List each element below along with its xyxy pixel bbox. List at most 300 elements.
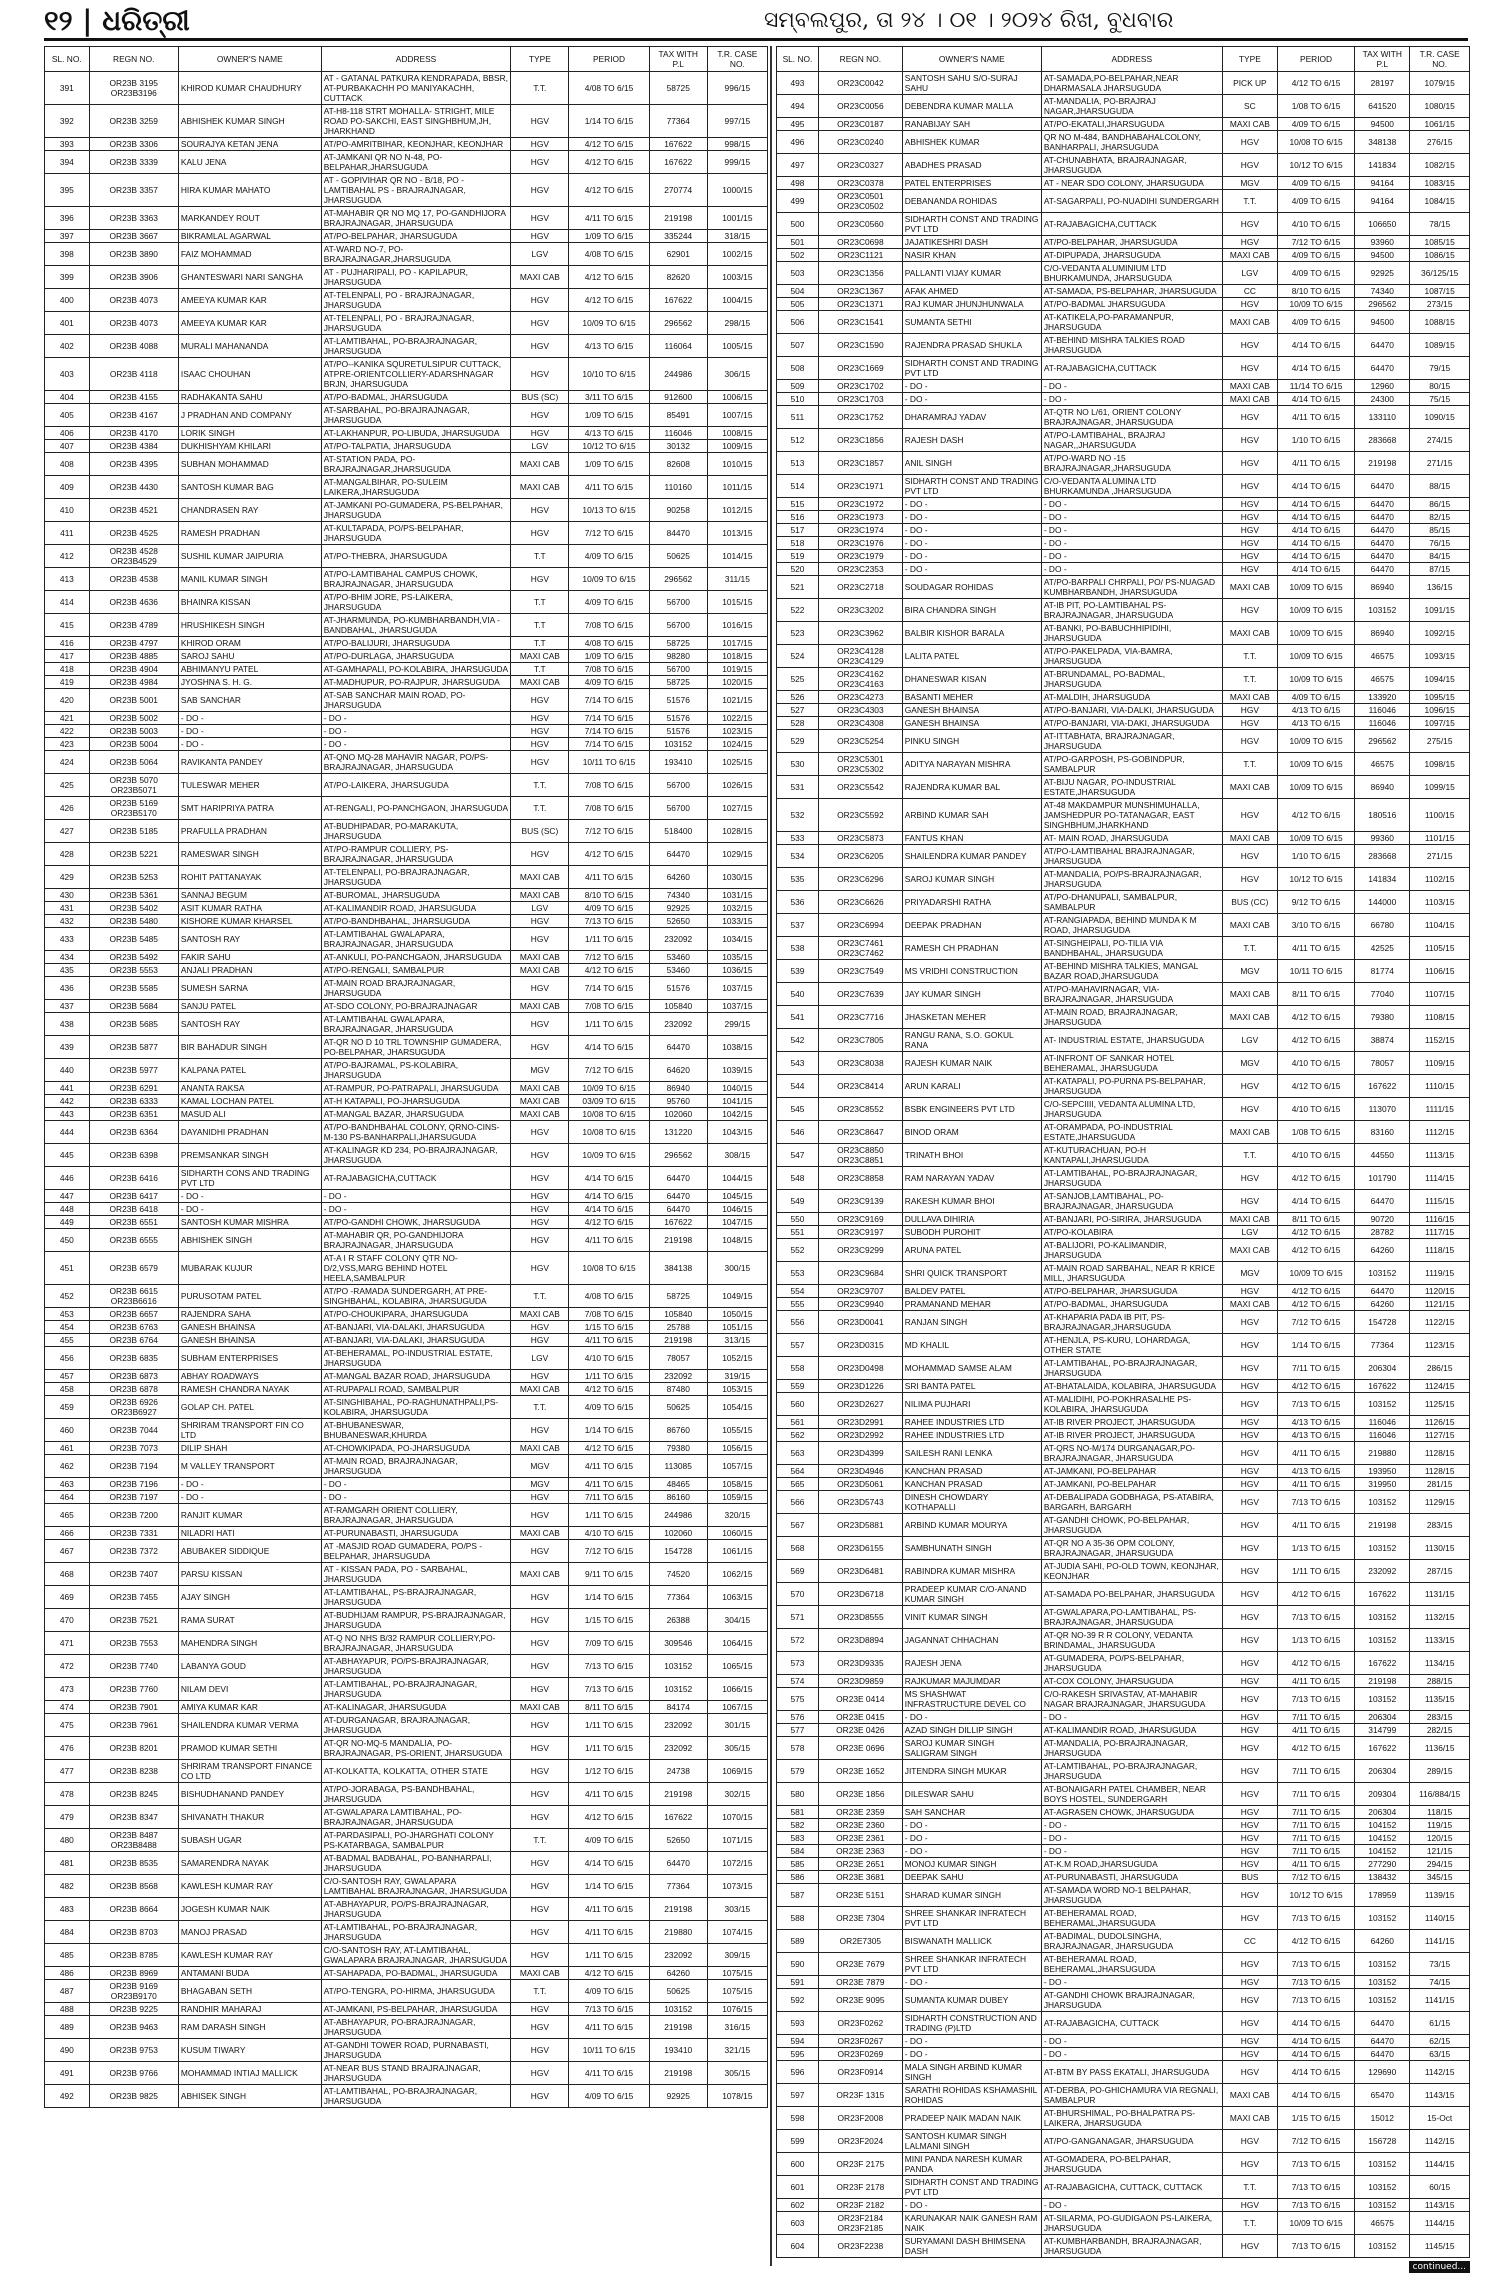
- owner-name-cell: KARUNAKAR NAIK GANESH RAM NAIK: [902, 2212, 1041, 2235]
- regn-no-cell: OR23C1974: [818, 524, 902, 537]
- period-cell: 1/11 TO 6/15: [569, 1714, 649, 1737]
- tax-cell: 219880: [649, 1921, 707, 1944]
- type-cell: HGV: [511, 1737, 569, 1760]
- address-cell: AT/PO-BANDHBAHAL, JHARSUGUDA: [321, 915, 511, 928]
- owner-name-cell: ANTAMANI BUDA: [178, 1967, 321, 1980]
- tax-cell: 25788: [649, 1321, 707, 1334]
- sl-no-cell: 531: [777, 776, 819, 799]
- regn-no-cell: OR23B 6579: [89, 1252, 178, 1285]
- tax-cell: 232092: [649, 1013, 707, 1036]
- tax-cell: 103152: [1355, 1989, 1410, 2012]
- address-cell: AT/PO-BANJARI, VIA-DALKI, JHARSUGUDA: [1041, 704, 1222, 717]
- address-cell: - DO -: [1041, 563, 1222, 576]
- tax-cell: 103152: [1355, 1688, 1410, 1711]
- address-cell: QR NO M-484, BANDHABAHALCOLONY, BANHARPALI, JHARSUGUDA: [1041, 131, 1222, 154]
- address-cell: AT-SAB SANCHAR MAIN ROAD, PO-JHARSUGUDA: [321, 689, 511, 712]
- owner-name-cell: AJAY SINGH: [178, 1586, 321, 1609]
- sl-no-cell: 522: [777, 599, 819, 622]
- address-cell: AT-DERBA, PO-GHICHAMURA VIA REGNALI, SAMBALPUR: [1041, 2084, 1222, 2107]
- table-row: [45, 335, 768, 358]
- type-cell: T.T.: [1222, 2212, 1277, 2235]
- tax-cell: 78057: [1355, 1052, 1410, 1075]
- address-cell: AT-SAMADA WORD NO-1 BELPAHAR, JHARSUGUDA: [1041, 1884, 1222, 1907]
- owner-name-cell: SAH SANCHAR: [902, 1806, 1041, 1819]
- sl-no-cell: 564: [777, 1465, 819, 1478]
- regn-no-cell: OR23B 6418: [89, 1203, 178, 1216]
- tax-cell: 319950: [1355, 1478, 1410, 1491]
- owner-name-cell: RANJIT KUMAR: [178, 1504, 321, 1527]
- tax-cell: 219198: [649, 2062, 707, 2085]
- table-row: [45, 404, 768, 427]
- regn-no-cell: OR23E 0414: [818, 1688, 902, 1711]
- regn-no-cell: OR23F0267: [818, 2035, 902, 2048]
- regn-no-cell: OR23D2627: [818, 1393, 902, 1416]
- table-row: [45, 1609, 768, 1632]
- period-cell: 4/14 TO 6/15: [1277, 334, 1354, 357]
- case-no-cell: 998/15: [707, 138, 767, 151]
- table-row: [45, 1396, 768, 1419]
- period-cell: 10/09 TO 6/15: [1277, 753, 1354, 776]
- case-no-cell: 1152/15: [1410, 1029, 1470, 1052]
- case-no-cell: 1037/15: [707, 977, 767, 1000]
- period-cell: 7/12 TO 6/15: [569, 820, 649, 843]
- regn-no-cell: OR23F2238: [818, 2235, 902, 2258]
- owner-name-cell: RAJESH KUMAR NAIK: [902, 1052, 1041, 1075]
- type-cell: HGV: [1222, 1711, 1277, 1724]
- table-row: [45, 1059, 768, 1082]
- type-cell: MGV: [1222, 177, 1277, 190]
- table-row: [777, 914, 1470, 937]
- type-cell: HGV: [1222, 799, 1277, 832]
- address-cell: AT-RENGALI, PO-PANCHGAON, JHARSUGUDA: [321, 797, 511, 820]
- address-cell: AT-KALINAGAR, JHARSUGUDA: [321, 1701, 511, 1714]
- tax-cell: 58725: [649, 637, 707, 650]
- address-cell: AT-LAMTIBAHAL, PO-BRAJRAJNAGAR, JHARSUGUDA: [1041, 1357, 1222, 1380]
- tax-cell: 384138: [649, 1252, 707, 1285]
- table-row: [777, 262, 1470, 285]
- table-row: [45, 312, 768, 335]
- table-row: [45, 1760, 768, 1783]
- tax-cell: 167622: [1355, 1380, 1410, 1393]
- address-cell: AT-BADMAL BADBAHAL, PO-BANHARPALI, JHARSUGUDA: [321, 1852, 511, 1875]
- period-cell: 1/15 TO 6/15: [569, 1609, 649, 1632]
- period-cell: 10/12 TO 6/15: [1277, 868, 1354, 891]
- address-cell: AT-QRS NO-M/174 DURGANAGAR,PO-BRAJRAJNAGAR, JHARSUGUDA: [1041, 1442, 1222, 1465]
- sl-no-cell: 453: [45, 1308, 90, 1321]
- case-no-cell: 1053/15: [707, 1383, 767, 1396]
- regn-no-cell: OR23B 4073: [89, 289, 178, 312]
- period-cell: 4/11 TO 6/15: [569, 1229, 649, 1252]
- period-cell: 7/08 TO 6/15: [569, 614, 649, 637]
- address-cell: AT-STATION PADA, PO-BRAJRAJNAGAR,JHARSUGUDA: [321, 453, 511, 476]
- case-no-cell: 271/15: [1410, 452, 1470, 475]
- case-no-cell: 1097/15: [1410, 717, 1470, 730]
- address-cell: AT-HENJLA, PS-KURU, LOHARDAGA, OTHER STATE: [1041, 1334, 1222, 1357]
- case-no-cell: 1088/15: [1410, 311, 1470, 334]
- regn-no-cell: OR23D6718: [818, 1583, 902, 1606]
- table-row: [777, 498, 1470, 511]
- period-cell: 4/12 TO 6/15: [569, 266, 649, 289]
- period-cell: 4/09 TO 6/15: [1277, 311, 1354, 334]
- table-row: [45, 1442, 768, 1455]
- table-row: [45, 1737, 768, 1760]
- address-cell: AT-SARBAHAL, PO-BRAJRAJNAGAR, JHARSUGUDA: [321, 404, 511, 427]
- type-cell: T.T.: [511, 774, 569, 797]
- case-no-cell: 15-Oct: [1410, 2107, 1470, 2130]
- tax-cell: 232092: [649, 1737, 707, 1760]
- type-cell: HGV: [1222, 1688, 1277, 1711]
- case-no-cell: 1076/15: [707, 2003, 767, 2016]
- case-no-cell: 1047/15: [707, 1216, 767, 1229]
- sl-no-cell: 407: [45, 440, 90, 453]
- regn-no-cell: OR23B 6416: [89, 1167, 178, 1190]
- table-row: [45, 866, 768, 889]
- case-no-cell: 1082/15: [1410, 154, 1470, 177]
- owner-name-cell: PATEL ENTERPRISES: [902, 177, 1041, 190]
- table-row: [45, 1829, 768, 1852]
- regn-no-cell: OR23B 6351: [89, 1108, 178, 1121]
- sl-no-cell: 592: [777, 1989, 819, 2012]
- sl-no-cell: 578: [777, 1737, 819, 1760]
- sl-no-cell: 469: [45, 1586, 90, 1609]
- address-cell: AT -MASJID ROAD GUMADERA, PO/PS -BELPAHAR, JHARSUGUDA: [321, 1540, 511, 1563]
- table-row: [777, 537, 1470, 550]
- owner-name-cell: PRAMANAND MEHAR: [902, 1298, 1041, 1311]
- tax-cell: 103152: [1355, 1907, 1410, 1930]
- table-row: [777, 1334, 1470, 1357]
- owner-name-cell: RAMESWAR SINGH: [178, 843, 321, 866]
- table-row: [45, 440, 768, 453]
- case-no-cell: 320/15: [707, 1504, 767, 1527]
- table-row: [777, 249, 1470, 262]
- owner-name-cell: MONOJ KUMAR SINGH: [902, 1858, 1041, 1871]
- address-cell: AT/PO-THEBRA, JHARSUGUDA: [321, 545, 511, 568]
- regn-no-cell: OR23B 7196: [89, 1478, 178, 1491]
- sl-no-cell: 452: [45, 1285, 90, 1308]
- period-cell: 7/13 TO 6/15: [1277, 1491, 1354, 1514]
- table-row: [777, 753, 1470, 776]
- column-header-case-no: T.R. CASE NO.: [707, 47, 767, 72]
- sl-no-cell: 425: [45, 774, 90, 797]
- type-cell: HGV: [511, 1586, 569, 1609]
- owner-name-cell: SHRI QUICK TRANSPORT: [902, 1262, 1041, 1285]
- regn-no-cell: OR23C9299: [818, 1239, 902, 1262]
- case-no-cell: 1026/15: [707, 774, 767, 797]
- owner-name-cell: SUBODH PUROHIT: [902, 1226, 1041, 1239]
- case-no-cell: 1061/15: [1410, 118, 1470, 131]
- table-row: [45, 1216, 768, 1229]
- tax-cell: 64470: [649, 1203, 707, 1216]
- table-row: [777, 1537, 1470, 1560]
- type-cell: LGV: [511, 1347, 569, 1370]
- type-cell: HGV: [511, 1144, 569, 1167]
- sl-no-cell: 497: [777, 154, 819, 177]
- table-row: [45, 1190, 768, 1203]
- tax-cell: 64470: [649, 843, 707, 866]
- regn-no-cell: OR23B 7760: [89, 1678, 178, 1701]
- type-cell: HGV: [511, 2003, 569, 2016]
- type-cell: HGV: [511, 312, 569, 335]
- owner-name-cell: SOUDAGAR ROHIDAS: [902, 576, 1041, 599]
- case-no-cell: 1009/15: [707, 440, 767, 453]
- tax-cell: 94164: [1355, 177, 1410, 190]
- table-row: [777, 576, 1470, 599]
- owner-name-cell: BSBK ENGINEERS PVT LTD: [902, 1098, 1041, 1121]
- type-cell: HGV: [1222, 1953, 1277, 1976]
- type-cell: HGV: [1222, 1442, 1277, 1465]
- case-no-cell: 288/15: [1410, 1675, 1470, 1688]
- sl-no-cell: 487: [45, 1980, 90, 2003]
- tax-cell: 56700: [649, 663, 707, 676]
- owner-name-cell: SIDHARTH CONST AND TRADING PVT LTD: [902, 475, 1041, 498]
- address-cell: AT-A I R STAFF COLONY QTR NO-D/2,VSS,MARG BEHIND HOTEL HEELA,SAMBALPUR: [321, 1252, 511, 1285]
- address-cell: C/O-RAKESH SRIVASTAV, AT-MAHABIR NAGAR BRAJRAJNAGAR, JHARSUGUDA: [1041, 1688, 1222, 1711]
- type-cell: T.T: [511, 591, 569, 614]
- type-cell: MAXI CAB: [1222, 622, 1277, 645]
- sl-no-cell: 398: [45, 243, 90, 266]
- sl-no-cell: 488: [45, 2003, 90, 2016]
- owner-name-cell: KAWLESH KUMAR RAY: [178, 1944, 321, 1967]
- sl-no-cell: 510: [777, 393, 819, 406]
- regn-no-cell: OR23B 9825: [89, 2085, 178, 2108]
- period-cell: 4/11 TO 6/15: [1277, 1514, 1354, 1537]
- owner-name-cell: RANABIJAY SAH: [902, 118, 1041, 131]
- type-cell: T.T.: [1222, 668, 1277, 691]
- type-cell: HGV: [511, 1655, 569, 1678]
- type-cell: HGV: [511, 1806, 569, 1829]
- type-cell: HGV: [1222, 1832, 1277, 1845]
- regn-no-cell: OR23B 6763: [89, 1321, 178, 1334]
- tax-cell: 86940: [1355, 622, 1410, 645]
- case-no-cell: 1107/15: [1410, 983, 1470, 1006]
- table-row: [777, 2107, 1470, 2130]
- address-cell: AT-BEHERAMAL ROAD, BEHERAMAL,JHARSUGUDA: [1041, 1907, 1222, 1930]
- owner-name-cell: PRAMOD KUMAR SETHI: [178, 1737, 321, 1760]
- owner-name-cell: ROHIT PATTANAYAK: [178, 866, 321, 889]
- sl-no-cell: 491: [45, 2062, 90, 2085]
- regn-no-cell: OR23B 8245: [89, 1783, 178, 1806]
- table-row: [777, 2130, 1470, 2153]
- owner-name-cell: RADHAKANTA SAHU: [178, 391, 321, 404]
- type-cell: HGV: [1222, 357, 1277, 380]
- period-cell: 4/10 TO 6/15: [1277, 213, 1354, 236]
- case-no-cell: 60/15: [1410, 2176, 1470, 2199]
- address-cell: AT-LAMTIBAHAL, PO-BRAJRAJNAGAR, JHARSUGUDA: [321, 335, 511, 358]
- sl-no-cell: 585: [777, 1858, 819, 1871]
- case-no-cell: 1043/15: [707, 1121, 767, 1144]
- owner-name-cell: - DO -: [902, 2048, 1041, 2061]
- regn-no-cell: OR23B 8969: [89, 1967, 178, 1980]
- owner-name-cell: ADITYA NARAYAN MISHRA: [902, 753, 1041, 776]
- sl-no-cell: 492: [45, 2085, 90, 2108]
- regn-no-cell: OR23D9335: [818, 1652, 902, 1675]
- address-cell: AT-BANJARI, VIA-DALAKI, JHARSUGUDA: [321, 1321, 511, 1334]
- case-no-cell: 309/15: [707, 1944, 767, 1967]
- tax-cell: 15012: [1355, 2107, 1410, 2130]
- address-cell: - DO -: [1041, 380, 1222, 393]
- period-cell: 4/14 TO 6/15: [1277, 498, 1354, 511]
- sl-no-cell: 543: [777, 1052, 819, 1075]
- address-cell: AT-MAHABIR QR NO MQ 17, PO-GANDHIJORA BRAJRAJNAGAR, JHARSUGUDA: [321, 207, 511, 230]
- tax-cell: 28782: [1355, 1226, 1410, 1239]
- case-no-cell: 79/15: [1410, 357, 1470, 380]
- case-no-cell: 1098/15: [1410, 753, 1470, 776]
- address-cell: AT/PO-RAMPUR COLLIERY, PS-BRAJRAJNAGAR, JHARSUGUDA: [321, 843, 511, 866]
- sl-no-cell: 600: [777, 2153, 819, 2176]
- sl-no-cell: 414: [45, 591, 90, 614]
- address-cell: AT-ABHAYAPUR, PO-BRAJRAJNAGAR, JHARSUGUDA: [321, 2016, 511, 2039]
- period-cell: 10/09 TO 6/15: [1277, 622, 1354, 645]
- period-cell: 4/14 TO 6/15: [1277, 2084, 1354, 2107]
- type-cell: HGV: [1222, 1537, 1277, 1560]
- tax-cell: 296562: [1355, 730, 1410, 753]
- regn-no-cell: OR23D0498: [818, 1357, 902, 1380]
- sl-no-cell: 495: [777, 118, 819, 131]
- sl-no-cell: 583: [777, 1832, 819, 1845]
- period-cell: 8/11 TO 6/15: [1277, 1213, 1354, 1226]
- period-cell: 4/14 TO 6/15: [1277, 524, 1354, 537]
- owner-name-cell: SANTOSH KUMAR BAG: [178, 476, 321, 499]
- tax-cell: 64470: [1355, 2012, 1410, 2035]
- sl-no-cell: 534: [777, 845, 819, 868]
- tax-cell: 219198: [649, 1334, 707, 1347]
- sl-no-cell: 552: [777, 1239, 819, 1262]
- regn-no-cell: OR23B 5064: [89, 751, 178, 774]
- address-cell: AT-LAKHANPUR, PO-LIBUDA, JHARSUGUDA: [321, 427, 511, 440]
- type-cell: BUS (SC): [511, 820, 569, 843]
- sl-no-cell: 602: [777, 2199, 819, 2212]
- tax-cell: 46575: [1355, 645, 1410, 668]
- table-row: [777, 2199, 1470, 2212]
- case-no-cell: 86/15: [1410, 498, 1470, 511]
- owner-name-cell: SHREE SHANKAR INFRATECH PVT LTD: [902, 1907, 1041, 1930]
- sl-no-cell: 576: [777, 1711, 819, 1724]
- period-cell: 4/12 TO 6/15: [569, 1967, 649, 1980]
- sl-no-cell: 568: [777, 1537, 819, 1560]
- table-row: [777, 357, 1470, 380]
- type-cell: MAXI CAB: [1222, 691, 1277, 704]
- case-no-cell: 1000/15: [707, 174, 767, 207]
- case-no-cell: 1023/15: [707, 725, 767, 738]
- address-cell: - DO -: [1041, 511, 1222, 524]
- regn-no-cell: OR23D5743: [818, 1491, 902, 1514]
- sl-no-cell: 426: [45, 797, 90, 820]
- regn-no-cell: OR23C8647: [818, 1121, 902, 1144]
- owner-name-cell: KANCHAN PRASAD: [902, 1478, 1041, 1491]
- table-row: [45, 964, 768, 977]
- tax-cell: 77364: [649, 1875, 707, 1898]
- case-no-cell: 1004/15: [707, 289, 767, 312]
- owner-name-cell: ABHISHEK KUMAR: [902, 131, 1041, 154]
- tax-cell: 53460: [649, 964, 707, 977]
- type-cell: HGV: [1222, 2012, 1277, 2035]
- period-cell: 7/13 TO 6/15: [1277, 2235, 1354, 2258]
- tax-cell: 167622: [1355, 1583, 1410, 1606]
- address-cell: AT-SDO COLONY, PO-BRAJRAJNAGAR: [321, 1000, 511, 1013]
- address-cell: AT/PO-BARPALI CHRPALI, PO/ PS-NUAGAD KUMBHARBANDH, JHARSUGUDA: [1041, 576, 1222, 599]
- case-no-cell: 1055/15: [707, 1419, 767, 1442]
- tax-cell: 167622: [649, 138, 707, 151]
- case-no-cell: 1131/15: [1410, 1583, 1470, 1606]
- table-row: [45, 738, 768, 751]
- regn-no-cell: OR23C1971: [818, 475, 902, 498]
- case-no-cell: 283/15: [1410, 1711, 1470, 1724]
- sl-no-cell: 431: [45, 902, 90, 915]
- table-row: [45, 977, 768, 1000]
- tax-cell: 103152: [1355, 1491, 1410, 1514]
- regn-no-cell: OR23B 8664: [89, 1898, 178, 1921]
- type-cell: HGV: [511, 1036, 569, 1059]
- type-cell: MAXI CAB: [511, 1082, 569, 1095]
- table-row: [777, 1884, 1470, 1907]
- type-cell: MAXI CAB: [511, 1967, 569, 1980]
- regn-no-cell: OR23C0240: [818, 131, 902, 154]
- case-no-cell: 1057/15: [707, 1455, 767, 1478]
- table-row: [777, 1298, 1470, 1311]
- sl-no-cell: 442: [45, 1095, 90, 1108]
- table-row: [777, 1029, 1470, 1052]
- owner-name-cell: ARBIND KUMAR SAH: [902, 799, 1041, 832]
- sl-no-cell: 530: [777, 753, 819, 776]
- type-cell: HGV: [511, 1252, 569, 1285]
- tax-cell: 103152: [1355, 1537, 1410, 1560]
- address-cell: AT-IB RIVER PROJECT, JHARSUGUDA: [1041, 1429, 1222, 1442]
- address-cell: AT - KISSAN PADA, PO - SARBAHAL, JHARSUGUDA: [321, 1563, 511, 1586]
- table-row: [777, 154, 1470, 177]
- sl-no-cell: 516: [777, 511, 819, 524]
- tax-cell: 103152: [1355, 599, 1410, 622]
- regn-no-cell: OR23B 3363: [89, 207, 178, 230]
- type-cell: MAXI CAB: [1222, 2107, 1277, 2130]
- address-cell: AT/PO-BANJARI, VIA-DAKI, JHARSUGUDA: [1041, 717, 1222, 730]
- address-cell: AT-QTR NO L/61, ORIENT COLONY BRAJRAJNAGAR, JHARSUGUDA: [1041, 406, 1222, 429]
- period-cell: 4/11 TO 6/15: [569, 1334, 649, 1347]
- owner-name-cell: SUBHAN MOHAMMAD: [178, 453, 321, 476]
- table-row: [777, 1285, 1470, 1298]
- sl-no-cell: 507: [777, 334, 819, 357]
- address-cell: AT-BONAIGARH PATEL CHAMBER, NEAR BOYS HOSTEL, SUNDERGARH: [1041, 1783, 1222, 1806]
- tax-cell: 103152: [1355, 1606, 1410, 1629]
- owner-name-cell: SHAILENDRA KUMAR PANDEY: [902, 845, 1041, 868]
- period-cell: 7/08 TO 6/15: [569, 1000, 649, 1013]
- period-cell: 10/09 TO 6/15: [569, 568, 649, 591]
- column-header-period: PERIOD: [569, 47, 649, 72]
- regn-no-cell: OR23D4399: [818, 1442, 902, 1465]
- regn-no-cell: OR23D8894: [818, 1629, 902, 1652]
- case-no-cell: 1070/15: [707, 1806, 767, 1829]
- case-no-cell: 1135/15: [1410, 1688, 1470, 1711]
- tax-cell: 74340: [1355, 285, 1410, 298]
- sl-no-cell: 448: [45, 1203, 90, 1216]
- address-cell: - DO -: [321, 1478, 511, 1491]
- sl-no-cell: 417: [45, 650, 90, 663]
- type-cell: MAXI CAB: [1222, 1006, 1277, 1029]
- regn-no-cell: OR23C1752: [818, 406, 902, 429]
- regn-no-cell: OR23E 0696: [818, 1737, 902, 1760]
- period-cell: 4/12 TO 6/15: [1277, 1583, 1354, 1606]
- period-cell: 4/10 TO 6/15: [1277, 1052, 1354, 1075]
- period-cell: 4/10 TO 6/15: [569, 1347, 649, 1370]
- owner-name-cell: RAJENDRA SAHA: [178, 1308, 321, 1321]
- table-row: [777, 717, 1470, 730]
- table-row: [777, 1052, 1470, 1075]
- owner-name-cell: MASUD ALI: [178, 1108, 321, 1121]
- table-row: [777, 1075, 1470, 1098]
- address-cell: AT/PO-BALIJURI, JHARSUGUDA: [321, 637, 511, 650]
- tax-cell: 219198: [1355, 1675, 1410, 1688]
- regn-no-cell: OR23C1367: [818, 285, 902, 298]
- regn-no-cell: OR23B 6398: [89, 1144, 178, 1167]
